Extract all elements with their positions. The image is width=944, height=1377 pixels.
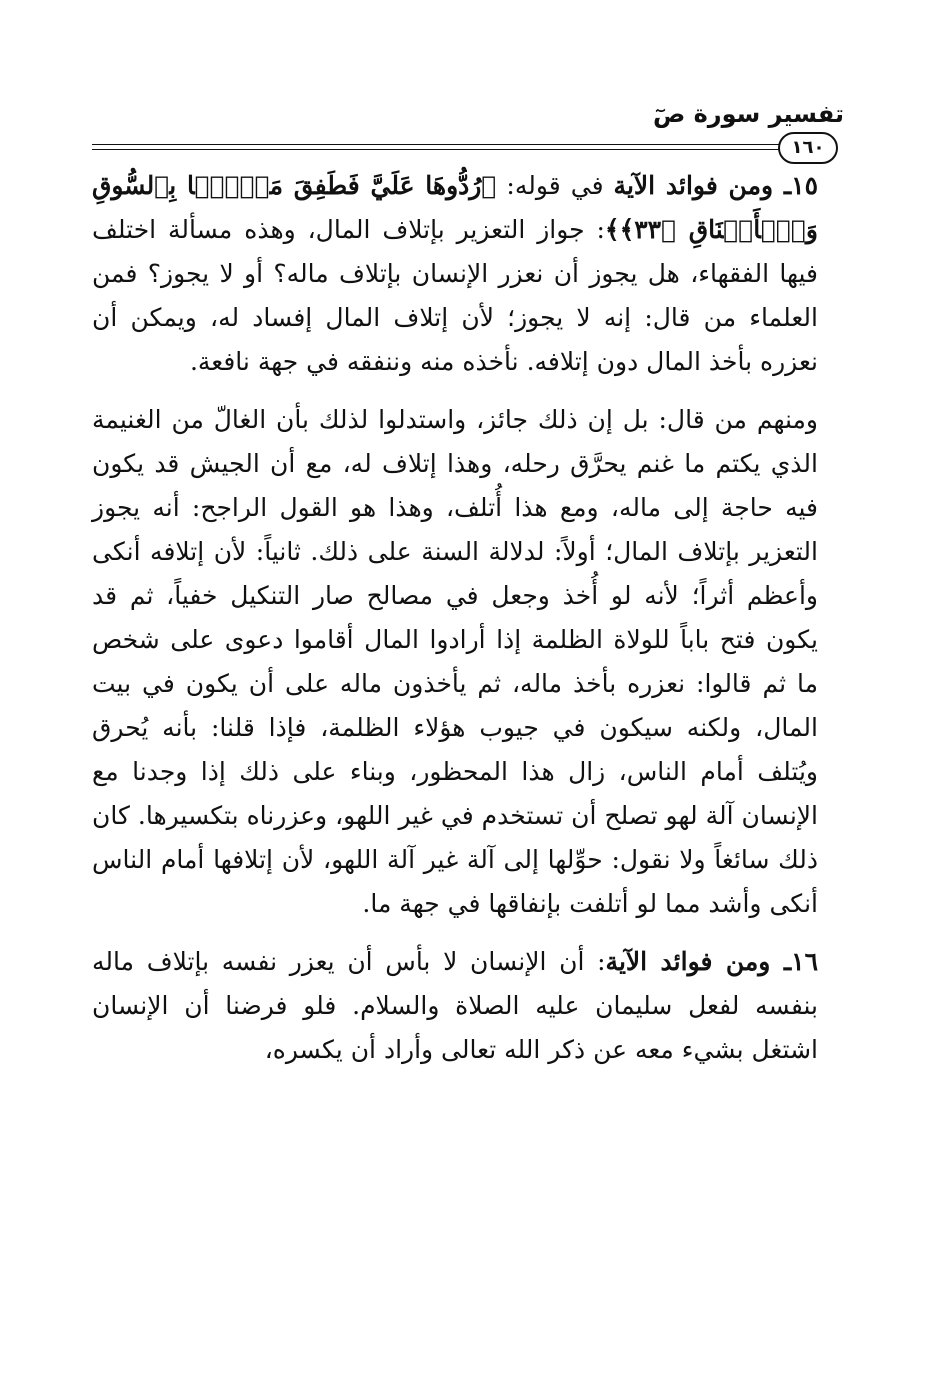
paragraph-text: : جواز التعزير بإتلاف المال، وهذه مسألة اختلف فيها الفقهاء، هل يجوز أن نعزر الإنسان بإتلاف ماله؟ أو لا يجوز؟ فمن العلماء من قال: إنه لا يجوز؛ لأن إتلاف المال إفساد له، ويمكن أن نعزره بأخذ المال دون إتلافه. نأخذه منه وننفقه في جهة نافعة.: [92, 215, 818, 376]
paragraph-text: ومنهم من قال: بل إن ذلك جائز، واستدلوا لذلك بأن الغالّ من الغنيمة الذي يكتم ما غنم يحرَّق رحله، وهذا إتلاف له، مع أن الجيش قد يكون فيه حاجة إلى ماله، ومع هذا أُتلف، وهذا هو القول الراجح: أنه يجوز التعزير بإتلاف المال؛ أولاً: لدلالة السنة على ذلك. ثانياً: لأن إتلافه أنكى وأعظم أثراً؛ لأنه لو أُخذ وجعل في مصالح صار التنكيل خفياً، ثم قد يكون فتح باباً للولاة الظلمة إذا أرادوا المال أقاموا دعوى على شخص ما ثم قالوا: نعزره بأخذ ماله، ثم يأخذون ماله على أن يكون في بيت المال، ولكنه سيكون في جيوب هؤلاء الظلمة، فإذا قلنا: بأنه يُحرق ويُتلف أمام الناس، زال هذا المحظور، وبناء على ذلك إذا وجدنا مع الإنسان آلة لهو تصلح أن تستخدم في غير اللهو، وعزرناه بتكسيرها. كان ذلك سائغاً ولا نقول: حوِّلها إلى آلة غير آلة اللهو، لأن إتلافها أمام الناس أنكى وأشد مما لو أتلفت بإنفاقها في جهة ما.: [92, 405, 818, 918]
paragraph-second-opinion: [92, 398, 818, 926]
paragraph-benefit-16: [92, 940, 818, 1072]
quran-verse: ﴿رُدُّوهَا عَلَيَّ فَطَفِقَ مَسۡحَۢا بِٱلسُّوقِ وَٱلۡأَعۡنَاقِ ﴿٣٣﴾﴾: [92, 171, 818, 244]
page-body: [92, 164, 818, 1086]
header-rule-top: [92, 144, 780, 145]
header-rule-bottom: [92, 149, 780, 150]
paragraph-intro: في قوله:: [496, 171, 614, 200]
paragraph-lead: ١٥ـ ومن فوائد الآية: [613, 171, 819, 200]
paragraph-benefit-15: [92, 164, 818, 384]
paragraph-text: : أن الإنسان لا بأس أن يعزر نفسه بإتلاف ماله بنفسه لفعل سليمان عليه الصلاة والسلام. فلو فرضنا أن الإنسان اشتغل بشيء معه عن ذكر الله تعالى وأراد أن يكسره،: [92, 947, 818, 1064]
page-header: [92, 100, 844, 160]
page-number: ١٦٠: [778, 132, 838, 164]
running-title: تفسير سورة صٓ: [652, 100, 844, 128]
paragraph-lead: ١٦ـ ومن فوائد الآية: [605, 947, 818, 976]
